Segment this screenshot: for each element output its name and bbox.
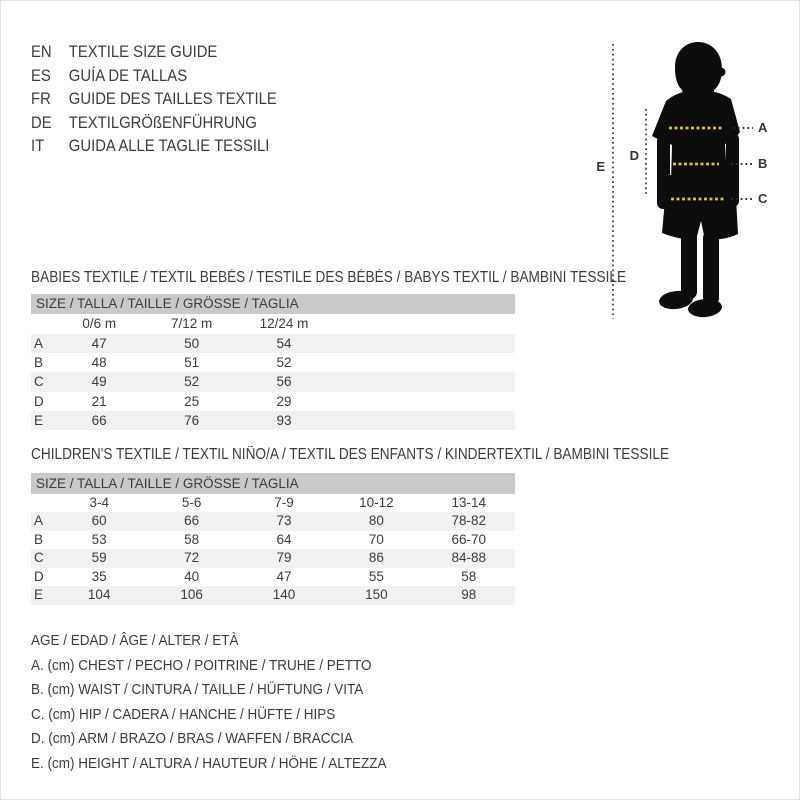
language-row-fr xyxy=(31,88,277,112)
column-header: 0/6 m xyxy=(82,316,117,331)
cell: 59 xyxy=(91,550,107,565)
table-row xyxy=(31,392,515,411)
cell: 58 xyxy=(184,531,200,547)
empty-cell xyxy=(330,334,422,353)
cell: 66 xyxy=(91,412,107,428)
language-row-it xyxy=(31,135,277,159)
table-row xyxy=(31,549,515,568)
children-section-heading: CHILDREN'S TEXTILE / TEXTIL NIÑO/A / TEXTIL DES ENFANTS / KINDERTEXTIL / BAMBINI TESSILE xyxy=(31,446,670,463)
column-header: 13-14 xyxy=(451,495,487,510)
cell: 49 xyxy=(91,374,107,390)
language-code: EN xyxy=(31,43,52,61)
cell: 40 xyxy=(184,568,200,584)
empty-cell xyxy=(423,334,515,353)
row-label: D xyxy=(34,568,44,584)
table-row xyxy=(31,568,515,587)
empty-cell xyxy=(330,372,422,391)
legend-line-age: AGE / EDAD / ÂGE / ALTER / ETÀ xyxy=(31,632,239,649)
cell: 86 xyxy=(368,550,384,565)
silhouette-ear xyxy=(717,68,726,77)
silhouette-right-leg xyxy=(703,231,719,305)
empty-cell xyxy=(423,353,515,372)
empty-cell xyxy=(423,372,515,391)
legend-line-hip: C. (cm) HIP / CADERA / HANCHE / HÜFTE / HIPS xyxy=(31,705,336,723)
table-row xyxy=(31,353,515,372)
cell: 47 xyxy=(276,568,292,584)
empty-cell xyxy=(423,411,515,430)
row-label: E xyxy=(34,412,44,428)
cell: 55 xyxy=(368,568,384,584)
language-code: ES xyxy=(31,66,51,85)
cell: 25 xyxy=(184,393,200,409)
table-row xyxy=(31,531,515,550)
babies-section-heading: BABIES TEXTILE / TEXTIL BEBÉS / TESTILE DES BÉBÉS / BABYS TEXTIL / BAMBINI TESSILE xyxy=(31,269,627,286)
row-label: D xyxy=(34,393,44,409)
measure-label-c: C xyxy=(758,191,768,206)
cell: 80 xyxy=(368,513,384,528)
language-code: FR xyxy=(31,90,51,108)
cell: 150 xyxy=(365,587,388,602)
cell: 54 xyxy=(276,336,292,351)
language-row-es xyxy=(31,65,277,89)
cell: 53 xyxy=(91,531,107,547)
cell: 64 xyxy=(276,531,292,547)
language-title: TEXTILE SIZE GUIDE xyxy=(68,43,218,61)
measure-label-d: D xyxy=(629,148,639,163)
row-label: B xyxy=(34,531,44,547)
empty-cell xyxy=(330,392,422,411)
language-code: IT xyxy=(31,137,45,155)
cell: 79 xyxy=(276,550,292,565)
children-column-header-row xyxy=(31,494,515,512)
language-title: TEXTILGRÖßENFÜHRUNG xyxy=(68,113,257,132)
legend-line-waist: B. (cm) WAIST / CINTURA / TAILLE / HÜFTUNG / VITA xyxy=(31,681,364,699)
legend-line-arm: D. (cm) ARM / BRAZO / BRAS / WAFFEN / BRACCIA xyxy=(31,730,354,748)
cell: 48 xyxy=(91,355,107,371)
cell: 93 xyxy=(276,412,292,428)
row-label: B xyxy=(34,355,44,371)
column-header: 10-12 xyxy=(359,495,394,510)
babies-size-header-bar: SIZE / TALLA / TAILLE / GRÖSSE / TAGLIA xyxy=(31,294,515,314)
language-title-list xyxy=(31,41,277,159)
row-label: C xyxy=(34,550,44,565)
silhouette-shorts xyxy=(662,173,738,240)
cell: 66-70 xyxy=(451,531,487,547)
cell: 21 xyxy=(91,393,107,409)
child-silhouette-icon xyxy=(652,42,740,318)
cell: 56 xyxy=(276,374,292,390)
measure-label-a: A xyxy=(758,120,768,135)
language-title: GUIDA ALLE TAGLIE TESSILI xyxy=(68,137,270,155)
table-row xyxy=(31,372,515,391)
column-header: 3-4 xyxy=(89,495,109,510)
corner-cell xyxy=(31,494,53,512)
table-row xyxy=(31,334,515,353)
cell: 51 xyxy=(184,355,200,371)
cell: 35 xyxy=(91,568,107,584)
silhouette-left-leg xyxy=(681,231,697,299)
row-label: C xyxy=(34,374,44,390)
language-title: GUÍA DE TALLAS xyxy=(68,66,188,85)
measurement-legend xyxy=(31,629,387,777)
row-label: A xyxy=(34,513,44,528)
cell: 140 xyxy=(272,587,296,602)
empty-cell xyxy=(330,353,422,372)
children-size-table xyxy=(31,473,515,605)
empty-cell xyxy=(423,314,515,334)
cell: 52 xyxy=(276,355,292,371)
measure-label-e: E xyxy=(596,159,605,174)
cell: 29 xyxy=(276,393,292,409)
table-row xyxy=(31,586,515,605)
cell: 98 xyxy=(461,587,477,602)
cell: 58 xyxy=(461,568,477,584)
cell: 84-88 xyxy=(451,550,487,565)
babies-column-header-row xyxy=(31,314,515,334)
row-label: A xyxy=(34,336,44,351)
cell: 76 xyxy=(184,412,200,428)
language-code: DE xyxy=(31,113,52,132)
corner-cell xyxy=(31,314,53,334)
empty-cell xyxy=(330,411,422,430)
row-label: E xyxy=(34,587,44,602)
cell: 60 xyxy=(91,513,107,528)
cell: 70 xyxy=(368,531,384,547)
table-row xyxy=(31,411,515,430)
column-header: 5-6 xyxy=(181,495,202,510)
cell: 72 xyxy=(184,550,200,565)
empty-cell xyxy=(423,392,515,411)
column-header: 12/24 m xyxy=(259,316,309,331)
table-row xyxy=(31,512,515,531)
cell: 50 xyxy=(184,336,200,351)
cell: 66 xyxy=(184,513,200,528)
empty-cell xyxy=(330,314,422,334)
column-header: 7-9 xyxy=(274,495,294,510)
cell: 78-82 xyxy=(451,513,487,528)
cell: 104 xyxy=(87,587,111,602)
children-size-header-bar: SIZE / TALLA / TAILLE / GRÖSSE / TAGLIA xyxy=(31,473,515,494)
measure-label-b: B xyxy=(758,156,768,171)
babies-size-table xyxy=(31,294,515,430)
legend-line-chest: A. (cm) CHEST / PECHO / POITRINE / TRUHE / PETTO xyxy=(31,656,372,674)
language-title: GUIDE DES TAILLES TEXTILE xyxy=(68,90,277,108)
cell: 47 xyxy=(91,336,107,351)
cell: 73 xyxy=(276,513,292,528)
cell: 106 xyxy=(180,587,203,602)
language-row-en xyxy=(31,41,277,65)
legend-line-height: E. (cm) HEIGHT / ALTURA / HAUTEUR / HÖHE / ALTEZZA xyxy=(31,754,387,772)
language-row-de xyxy=(31,112,277,136)
column-header: 7/12 m xyxy=(170,316,213,331)
cell: 52 xyxy=(184,374,200,390)
